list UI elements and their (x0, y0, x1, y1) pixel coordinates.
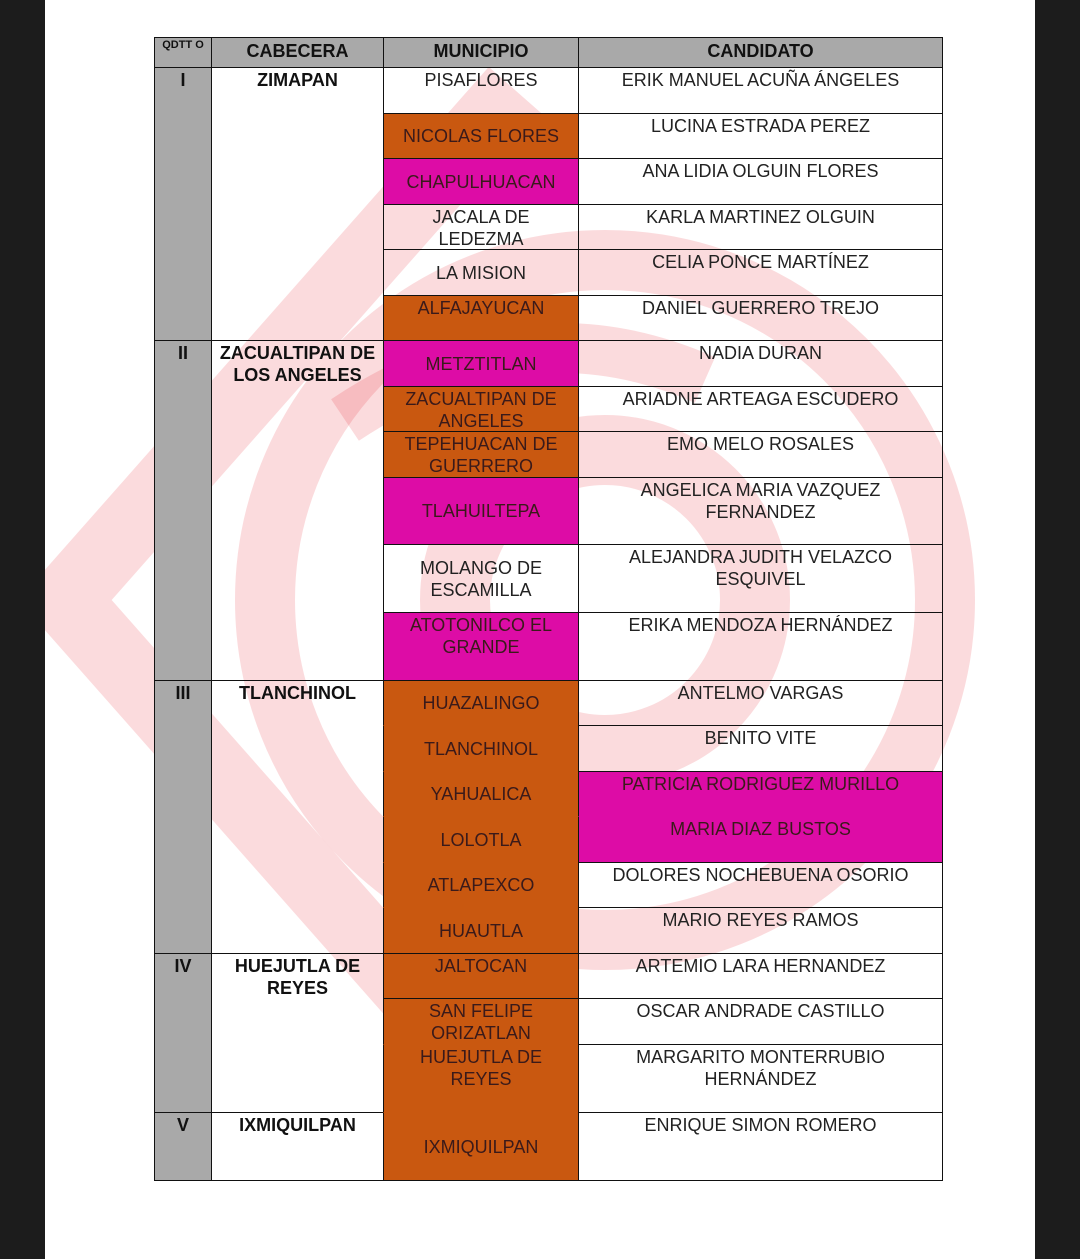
candidato-cell: DANIEL GUERRERO TREJO (578, 295, 942, 340)
municipio-cell: TEPEHUACAN DE GUERRERO (383, 431, 578, 477)
district-cabecera-3: TLANCHINOL (211, 680, 383, 953)
candidato-cell: NADIA DURAN (578, 340, 942, 386)
municipio-cell: ALFAJAYUCAN (383, 295, 578, 340)
district-number-3: III (154, 680, 211, 953)
municipio-cell: TLANCHINOL (383, 725, 578, 771)
municipio-cell: HUAUTLA (383, 907, 578, 953)
candidato-cell: ARIADNE ARTEAGA ESCUDERO (578, 386, 942, 431)
candidato-cell: ENRIQUE SIMON ROMERO (578, 1112, 942, 1180)
header-qdtto: QDTT O (154, 37, 211, 67)
municipio-cell: IXMIQUILPAN (383, 1112, 578, 1180)
district-number-5: V (154, 1112, 211, 1180)
candidato-cell: ANTELMO VARGAS (578, 680, 942, 725)
municipio-cell: YAHUALICA (383, 771, 578, 816)
header-cabecera: CABECERA (211, 37, 383, 67)
municipio-cell: ATLAPEXCO (383, 862, 578, 907)
candidato-cell: KARLA MARTINEZ OLGUIN (578, 204, 942, 249)
district-number-1: I (154, 67, 211, 340)
municipio-cell: JALTOCAN (383, 953, 578, 998)
municipio-cell: TLAHUILTEPA (383, 477, 578, 544)
candidato-cell: PATRICIA RODRIGUEZ MURILLO (578, 771, 942, 816)
municipio-cell: HUEJUTLA DE REYES (383, 1044, 578, 1112)
municipio-cell: MOLANGO DE ESCAMILLA (383, 544, 578, 612)
candidato-cell: BENITO VITE (578, 725, 942, 771)
district-cabecera-2: ZACUALTIPAN DE LOS ANGELES (211, 340, 383, 680)
document-page (45, 0, 1035, 1259)
candidato-cell: MARGARITO MONTERRUBIO HERNÁNDEZ (578, 1044, 942, 1112)
municipio-cell: PISAFLORES (383, 67, 578, 113)
candidato-cell: ANGELICA MARIA VAZQUEZ FERNANDEZ (578, 477, 942, 544)
municipio-cell: HUAZALINGO (383, 680, 578, 725)
district-number-4: IV (154, 953, 211, 1112)
candidato-cell: MARIO REYES RAMOS (578, 907, 942, 953)
candidato-cell: ARTEMIO LARA HERNANDEZ (578, 953, 942, 998)
candidato-cell: DOLORES NOCHEBUENA OSORIO (578, 862, 942, 907)
district-cabecera-4: HUEJUTLA DE REYES (211, 953, 383, 1112)
municipio-cell: LA MISION (383, 249, 578, 295)
candidato-cell: ANA LIDIA OLGUIN FLORES (578, 158, 942, 204)
district-number-2: II (154, 340, 211, 680)
candidato-cell: ERIK MANUEL ACUÑA ÁNGELES (578, 67, 942, 113)
municipio-cell: CHAPULHUACAN (383, 158, 578, 204)
municipio-cell: JACALA DE LEDEZMA (383, 204, 578, 249)
municipio-cell: NICOLAS FLORES (383, 113, 578, 158)
candidato-cell: MARIA DIAZ BUSTOS (578, 816, 942, 862)
candidato-cell: CELIA PONCE MARTÍNEZ (578, 249, 942, 295)
candidato-cell: OSCAR ANDRADE CASTILLO (578, 998, 942, 1044)
candidato-cell: ALEJANDRA JUDITH VELAZCO ESQUIVEL (578, 544, 942, 612)
municipio-cell: SAN FELIPE ORIZATLAN (383, 998, 578, 1044)
header-municipio: MUNICIPIO (383, 37, 578, 67)
candidato-cell: ERIKA MENDOZA HERNÁNDEZ (578, 612, 942, 680)
district-cabecera-5: IXMIQUILPAN (211, 1112, 383, 1180)
municipio-cell: ZACUALTIPAN DE ANGELES (383, 386, 578, 431)
header-candidato: CANDIDATO (578, 37, 942, 67)
candidato-cell: LUCINA ESTRADA PEREZ (578, 113, 942, 158)
municipio-cell: ATOTONILCO EL GRANDE (383, 612, 578, 680)
municipio-cell: METZTITLAN (383, 340, 578, 386)
district-cabecera-1: ZIMAPAN (211, 67, 383, 340)
municipio-cell: LOLOTLA (383, 816, 578, 862)
candidato-cell: EMO MELO ROSALES (578, 431, 942, 477)
